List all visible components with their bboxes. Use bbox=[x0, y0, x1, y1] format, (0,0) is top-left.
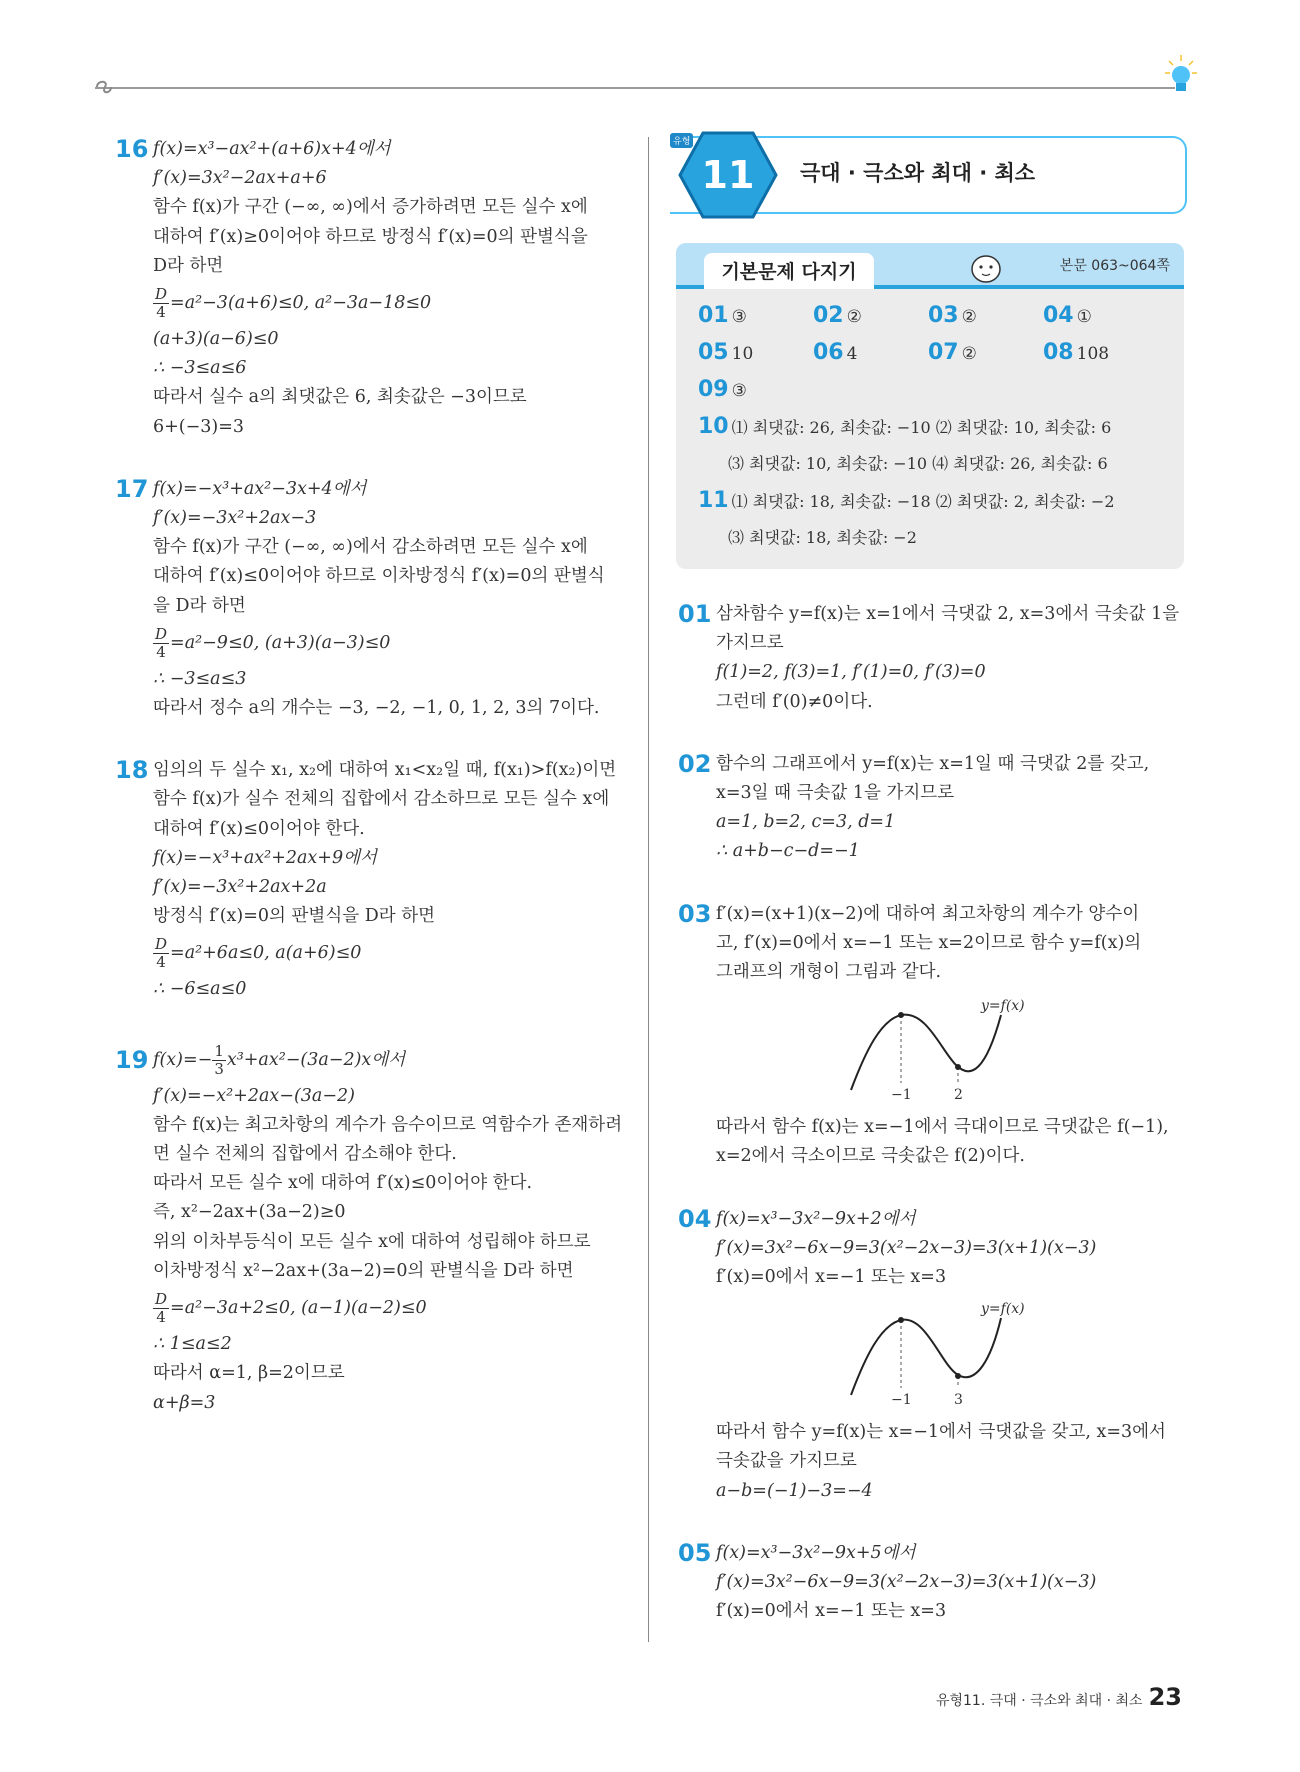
solution-line: 가지므로 bbox=[716, 633, 784, 654]
problem-number: 04 bbox=[678, 1204, 712, 1233]
solution-line: 위의 이차부등식이 모든 실수 x에 대하여 성립해야 하므로 bbox=[153, 1231, 591, 1252]
fraction: $\frac{D}{4}$ bbox=[155, 285, 168, 322]
answer-item: 09 ③ bbox=[698, 377, 747, 402]
solution-line: =a²−9≤0, (a+3)(a−3)≤0 bbox=[170, 632, 391, 653]
solution-line: 함수 f(x)가 구간 (−∞, ∞)에서 감소하려면 모든 실수 x에 bbox=[153, 537, 588, 558]
fraction-line bbox=[153, 281, 625, 325]
solution-line: f′(x)=(x+1)(x−2)에 대하여 최고차항의 계수가 양수이 bbox=[716, 903, 1140, 924]
problem-number: 16 bbox=[115, 135, 149, 163]
answer-box-tab: 기본문제 다지기 bbox=[704, 253, 874, 289]
problem-number: 18 bbox=[115, 756, 149, 785]
answer-item-11: 11 ⑴ 최댓값: 18, 최솟값: −18 ⑵ 최댓값: 2, 최솟값: −2 bbox=[698, 488, 1115, 513]
answer-item: 06 4 bbox=[813, 340, 858, 365]
solution-line: x=2에서 극소이므로 극솟값은 f(2)이다. bbox=[716, 1146, 1025, 1167]
problem-04 bbox=[678, 1205, 1188, 1506]
fraction: $\frac{D}{4}$ bbox=[155, 935, 168, 972]
problem-number: 03 bbox=[678, 899, 712, 928]
solution-line: 6+(−3)=3 bbox=[153, 416, 245, 437]
solution-line: ∴ −6≤a≤0 bbox=[153, 979, 247, 1000]
problem-number: 17 bbox=[115, 474, 149, 503]
page-reference: 본문 063~064쪽 bbox=[1059, 258, 1170, 274]
solution-line: 면 실수 전체의 집합에서 감소해야 한다. bbox=[153, 1144, 457, 1165]
solution-line: a−b=(−1)−3=−4 bbox=[716, 1480, 873, 1501]
problem-number: 02 bbox=[678, 749, 712, 778]
page-number: 23 bbox=[1148, 1683, 1182, 1711]
fraction-line bbox=[153, 931, 625, 975]
solution-line: 따라서 함수 f(x)는 x=−1에서 극대이므로 극댓값은 f(−1), bbox=[716, 1117, 1169, 1138]
solution-line: 따라서 모든 실수 x에 대하여 f′(x)≤0이어야 한다. bbox=[153, 1173, 533, 1194]
graph-label: y=f(x) bbox=[981, 1301, 1025, 1318]
solution-line: 따라서 실수 a의 최댓값은 6, 최솟값은 −3이므로 bbox=[153, 387, 527, 408]
solution-line: 대하여 f′(x)≤0이어야 하므로 이차방정식 f′(x)=0의 판별식 bbox=[153, 566, 605, 587]
solution-line: 따라서 정수 a의 개수는 −3, −2, −1, 0, 1, 2, 3의 7이다. bbox=[153, 698, 600, 719]
answer-item: 04 ① bbox=[1043, 303, 1092, 328]
section-number: 11 bbox=[701, 153, 755, 197]
right-column bbox=[678, 600, 1188, 1626]
cubic-graph bbox=[846, 1300, 1046, 1410]
solution-line: 그런데 f′(0)≠0이다. bbox=[716, 691, 873, 712]
solution-line: 함수의 그래프에서 y=f(x)는 x=1일 때 극댓값 2를 갖고, bbox=[716, 753, 1150, 774]
solution-line: 즉, x²−2ax+(3a−2)≥0 bbox=[153, 1202, 346, 1223]
problem-16 bbox=[115, 135, 625, 442]
solution-line: 방정식 f′(x)=0의 판별식을 D라 하면 bbox=[153, 906, 436, 927]
problem-number: 19 bbox=[115, 1045, 149, 1074]
answer-item: 07 ② bbox=[928, 340, 977, 365]
solution-line: f′(x)=3x²−2ax+a+6 bbox=[153, 168, 327, 189]
section-tag: 유형 bbox=[670, 133, 693, 148]
graph-label: y=f(x) bbox=[981, 998, 1025, 1015]
answer-grid bbox=[698, 303, 1168, 562]
solution-line: 함수 f(x)는 최고차항의 계수가 음수이므로 역함수가 존재하려 bbox=[153, 1114, 623, 1135]
solution-line: a=1, b=2, c=3, d=1 bbox=[716, 812, 896, 833]
solution-line: f′(x)=−3x²+2ax−3 bbox=[153, 508, 317, 529]
solution-line: 그래프의 개형이 그림과 같다. bbox=[716, 962, 942, 983]
solution-line: 고, f′(x)=0에서 x=−1 또는 x=2이므로 함수 y=f(x)의 bbox=[716, 932, 1142, 953]
graph-tick: 3 bbox=[954, 1392, 963, 1409]
lightbulb-icon bbox=[1165, 55, 1197, 99]
solution-line: ∴ 1≤a≤2 bbox=[153, 1334, 232, 1355]
solution-line: x=3일 때 극솟값 1을 가지므로 bbox=[716, 783, 955, 804]
graph-tick: 2 bbox=[954, 1087, 963, 1104]
answer-item-10: 10 ⑴ 최댓값: 26, 최솟값: −10 ⑵ 최댓값: 10, 최솟값: 6 bbox=[698, 414, 1112, 439]
solution-line: f′(x)=0에서 x=−1 또는 x=3 bbox=[716, 1601, 947, 1622]
answer-item-10-cont: ⑶ 최댓값: 10, 최솟값: −10 ⑷ 최댓값: 26, 최솟값: 6 bbox=[728, 454, 1108, 473]
ribbon-knot-icon bbox=[95, 78, 113, 96]
fraction-line bbox=[153, 621, 625, 665]
graph-tick: −1 bbox=[891, 1392, 912, 1409]
problem-17 bbox=[115, 475, 625, 723]
problem-03 bbox=[678, 900, 1188, 1172]
solution-line: =a²−3(a+6)≤0, a²−3a−18≤0 bbox=[170, 293, 432, 314]
page-footer bbox=[936, 1683, 1182, 1711]
problem-02 bbox=[678, 750, 1188, 867]
solution-line: =a²−3a+2≤0, (a−1)(a−2)≤0 bbox=[170, 1298, 427, 1319]
solution-line: f(x)=x³−ax²+(a+6)x+4에서 bbox=[153, 139, 391, 159]
solution-line: 대하여 f′(x)≤0이어야 한다. bbox=[153, 818, 365, 839]
solution-line: x³+ax²−(3a−2)x에서 bbox=[226, 1049, 406, 1070]
solution-line: D라 하면 bbox=[153, 255, 224, 276]
solution-line: ∴ a+b−c−d=−1 bbox=[716, 841, 860, 862]
solution-line: f′(x)=−3x²+2ax+2a bbox=[153, 877, 327, 898]
solution-line: 임의의 두 실수 x₁, x₂에 대하여 x₁<x₂일 때, f(x₁)>f(x₂)이면 bbox=[153, 760, 617, 781]
solution-line: 대하여 f′(x)≥0이어야 하므로 방정식 f′(x)=0의 판별식을 bbox=[153, 226, 588, 247]
problem-01 bbox=[678, 600, 1188, 717]
fraction-line bbox=[153, 1038, 625, 1082]
solution-line: 함수 f(x)가 실수 전체의 집합에서 감소하므로 모든 실수 x에 bbox=[153, 789, 610, 810]
problem-19 bbox=[115, 1038, 625, 1418]
solution-line: f(x)=x³−3x²−9x+2에서 bbox=[716, 1208, 916, 1229]
answer-item: 02 ② bbox=[813, 303, 862, 328]
answer-item-11-cont: ⑶ 최댓값: 18, 최솟값: −2 bbox=[728, 528, 917, 547]
answer-item: 01 ③ bbox=[698, 303, 747, 328]
problem-18 bbox=[115, 756, 625, 1004]
solution-line: =a²+6a≤0, a(a+6)≤0 bbox=[170, 943, 362, 964]
column-divider bbox=[648, 137, 649, 1642]
solution-line: f′(x)=3x²−6x−9=3(x²−2x−3)=3(x+1)(x−3) bbox=[716, 1237, 1097, 1258]
solution-line: f′(x)=−x²+2ax−(3a−2) bbox=[153, 1085, 355, 1106]
solution-line: f(x)=− bbox=[153, 1049, 213, 1070]
fraction: $\frac{D}{4}$ bbox=[155, 624, 168, 661]
solution-line: f(x)=x³−3x²−9x+5에서 bbox=[716, 1542, 916, 1563]
mascot-icon bbox=[966, 245, 1008, 285]
solution-line: 삼차함수 y=f(x)는 x=1에서 극댓값 2, x=3에서 극솟값 1을 bbox=[716, 604, 1180, 624]
footer-text: 유형11. 극대 · 극소와 최대 · 최소 bbox=[935, 1693, 1143, 1709]
solution-line: 극솟값을 가지므로 bbox=[716, 1451, 857, 1472]
solution-line: (a+3)(a−6)≤0 bbox=[153, 329, 279, 350]
solution-line: α+β=3 bbox=[153, 1392, 216, 1413]
section-title: 극대 · 극소와 최대 · 최소 bbox=[800, 161, 1036, 185]
top-rule bbox=[95, 87, 1175, 89]
problem-05 bbox=[678, 1539, 1188, 1627]
solution-line: f′(x)=0에서 x=−1 또는 x=3 bbox=[716, 1267, 947, 1288]
solution-line: 따라서 함수 y=f(x)는 x=−1에서 극댓값을 갖고, x=3에서 bbox=[716, 1422, 1166, 1443]
fraction-line bbox=[153, 1286, 625, 1330]
cubic-graph bbox=[846, 995, 1046, 1105]
answer-item: 03 ② bbox=[928, 303, 977, 328]
solution-line: f′(x)=3x²−6x−9=3(x²−2x−3)=3(x+1)(x−3) bbox=[716, 1572, 1097, 1593]
solution-line: f(x)=−x³+ax²+2ax+9에서 bbox=[153, 847, 377, 868]
solution-line: f(1)=2, f(3)=1, f′(1)=0, f′(3)=0 bbox=[716, 662, 986, 683]
solution-line: 함수 f(x)가 구간 (−∞, ∞)에서 증가하려면 모든 실수 x에 bbox=[153, 197, 588, 218]
solution-line: ∴ −3≤a≤6 bbox=[153, 358, 247, 379]
answer-item: 08 108 bbox=[1043, 340, 1110, 365]
solution-line: 을 D라 하면 bbox=[153, 595, 246, 616]
solution-line: ∴ −3≤a≤3 bbox=[153, 668, 247, 689]
problem-number: 05 bbox=[678, 1538, 712, 1567]
answer-box bbox=[676, 243, 1184, 569]
solution-line: f(x)=−x³+ax²−3x+4에서 bbox=[153, 478, 367, 499]
fraction: $\frac{1}{3}$ bbox=[214, 1041, 224, 1078]
solution-line: 이차방정식 x²−2ax+(3a−2)=0의 판별식을 D라 하면 bbox=[153, 1260, 574, 1281]
graph-tick: −1 bbox=[891, 1087, 912, 1104]
problem-number: 01 bbox=[678, 600, 712, 628]
fraction: $\frac{D}{4}$ bbox=[155, 1290, 168, 1327]
left-column bbox=[115, 135, 625, 1418]
answer-item: 05 10 bbox=[698, 340, 754, 365]
solution-line: 따라서 α=1, β=2이므로 bbox=[153, 1363, 345, 1384]
